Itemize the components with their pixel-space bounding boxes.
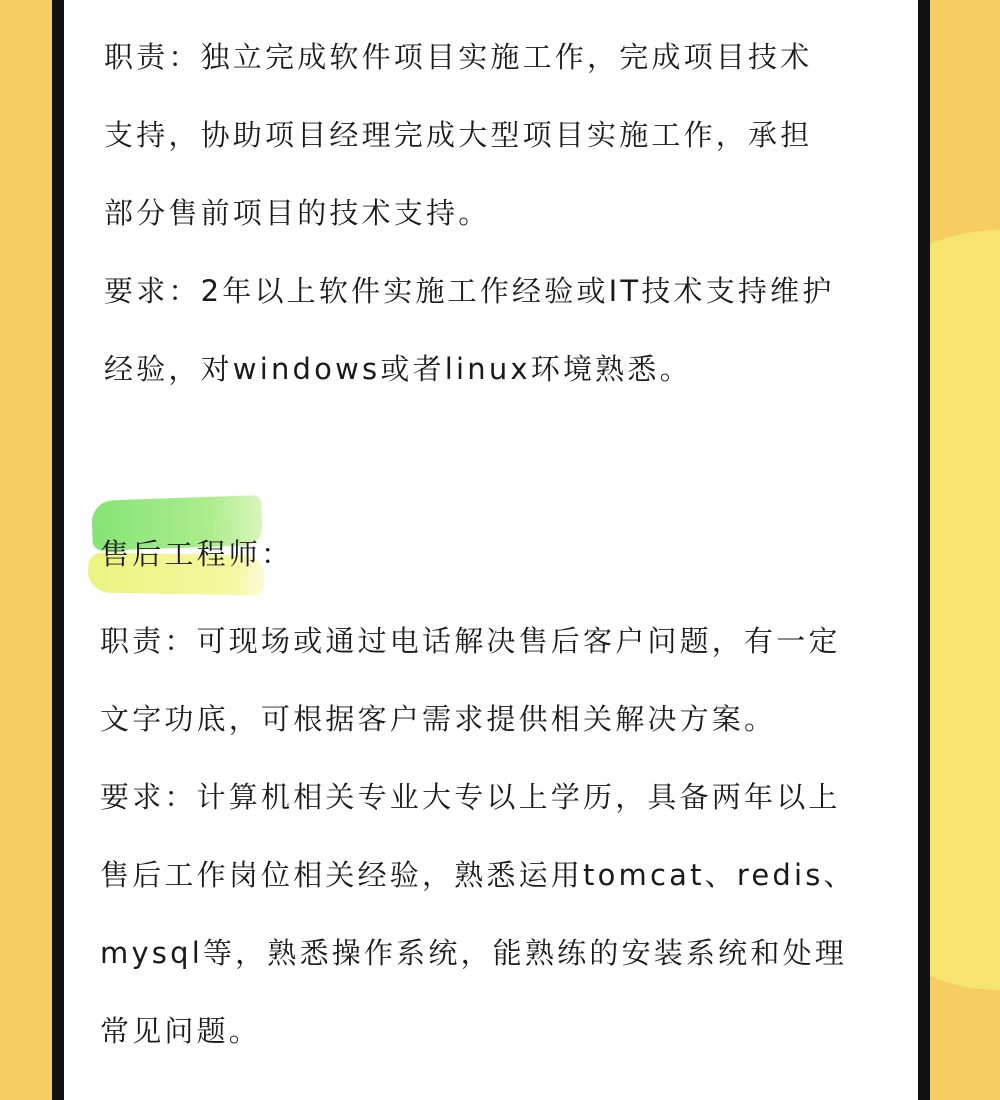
section-2-heading: 售后工程师： (100, 537, 294, 571)
text-line: 职责：独立完成软件项目实施工作，完成项目技术 (104, 40, 813, 74)
text-line: 要求：计算机相关专业大专以上学历，具备两年以上 (100, 780, 841, 814)
text-line: mysql等，熟悉操作系统，能熟练的安装系统和处理 (100, 936, 847, 970)
text-line: 售后工作岗位相关经验，熟悉运用tomcat、redis、 (100, 858, 856, 892)
section-2-text (100, 602, 856, 1070)
text-line: 经验，对windows或者linux环境熟悉。 (104, 352, 692, 386)
section-2-heading-block (84, 492, 294, 604)
text-line: 常见问题。 (100, 1014, 262, 1048)
text-line: 职责：可现场或通过电话解决售后客户问题，有一定 (100, 624, 841, 658)
section-1-text (104, 18, 835, 408)
text-line: 文字功底，可根据客户需求提供相关解决方案。 (100, 702, 777, 736)
text-line: 要求：2年以上软件实施工作经验或IT技术支持维护 (104, 274, 835, 308)
text-line: 部分售前项目的技术支持。 (104, 196, 491, 230)
text-line: 支持，协助项目经理完成大型项目实施工作，承担 (104, 118, 813, 152)
